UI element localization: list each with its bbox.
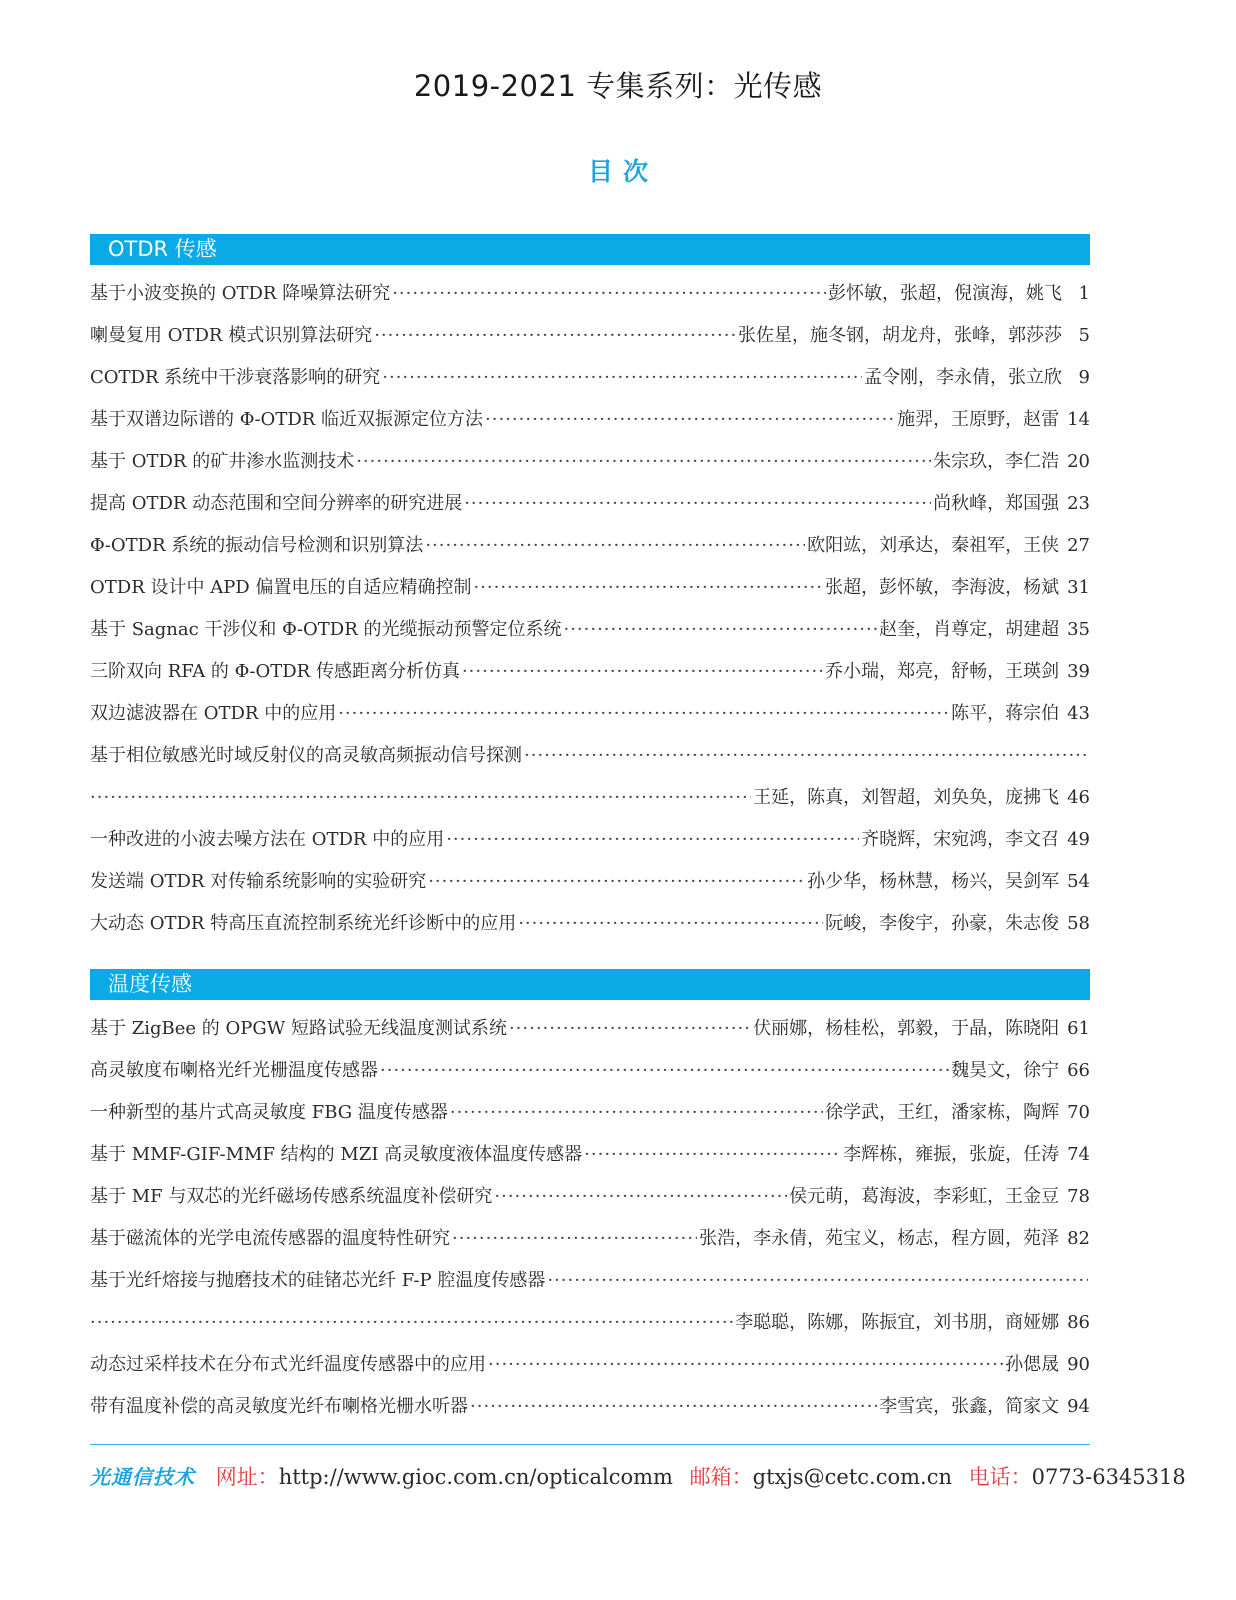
- dot-leader: [382, 357, 862, 399]
- toc-entry-authors: 彭怀敏，张超，倪演海，姚飞: [828, 283, 1062, 304]
- website-label: 网址：: [215, 1465, 279, 1489]
- toc-entry-title: OTDR 设计中 APD 偏置电压的自适应精确控制: [90, 577, 472, 598]
- toc-entry-title: 基于 MF 与双芯的光纤磁场传感系统温度补偿研究: [90, 1186, 493, 1207]
- toc-entry-title: 基于相位敏感光时域反射仪的高灵敏高频振动信号探测: [90, 745, 522, 766]
- toc-entry-authors: 张浩，李永倩，苑宝义，杨志，程方圆，苑泽: [699, 1228, 1060, 1249]
- toc-entry-page: 23: [1067, 493, 1090, 514]
- dot-leader: [485, 399, 895, 441]
- toc-entry-title: 基于小波变换的 OTDR 降噪算法研究: [90, 283, 391, 304]
- toc-entry[interactable]: [90, 609, 1090, 651]
- toc-entry[interactable]: [90, 483, 1090, 525]
- toc-entry-authors: 张佐星，施冬钢，胡龙舟，张峰，郭莎莎: [738, 325, 1062, 346]
- toc-entry-authors: 乔小瑞，郑亮，舒畅，王瑛剑: [825, 661, 1060, 682]
- toc-entry-page: 39: [1067, 661, 1090, 682]
- toc-entry-title: 喇曼复用 OTDR 模式识别算法研究: [90, 325, 373, 346]
- toc-entry[interactable]: [90, 1092, 1090, 1134]
- toc-entry-title: 双边滤波器在 OTDR 中的应用: [90, 703, 337, 724]
- toc-entry-title: 高灵敏度布喇格光纤光栅温度传感器: [90, 1060, 378, 1081]
- dot-leader: [446, 819, 859, 861]
- toc-entry-authors: 伏丽娜，杨桂松，郭毅，于晶，陈晓阳: [753, 1018, 1060, 1039]
- dot-leader: [488, 1344, 1003, 1386]
- section-entries-temperature: [90, 1000, 1090, 1428]
- toc-entry[interactable]: [90, 1260, 1090, 1302]
- toc-entry-authors: 侯元萌，葛海波，李彩虹，王金豆: [789, 1186, 1060, 1207]
- toc-entry-authors: 李辉栋，雍振，张旋，任涛: [843, 1144, 1060, 1165]
- toc-entry-title: 一种改进的小波去噪方法在 OTDR 中的应用: [90, 829, 445, 850]
- toc-entry-title: 基于 ZigBee 的 OPGW 短路试验无线温度测试系统: [90, 1018, 507, 1039]
- email-label: 邮箱：: [689, 1465, 753, 1489]
- toc-entry-page: 14: [1067, 409, 1090, 430]
- toc-entry[interactable]: [90, 1386, 1090, 1428]
- toc-entry[interactable]: [90, 1344, 1090, 1386]
- toc-entry-page: 20: [1067, 451, 1090, 472]
- dot-leader: [462, 651, 823, 693]
- toc-entry-page: 1: [1078, 283, 1090, 304]
- toc-entry-authors: 欧阳竑，刘承达，秦祖军，王侠: [807, 535, 1060, 556]
- dot-leader: [563, 609, 877, 651]
- page-title: 2019-2021 专集系列：光传感: [413, 69, 823, 103]
- dot-leader: [452, 1218, 697, 1260]
- email-link[interactable]: gtxjs@cetc.com.cn: [752, 1465, 952, 1489]
- dot-leader: [509, 1008, 751, 1050]
- toc-entry-authors: 朱宗玖，李仁浩: [933, 451, 1060, 472]
- dot-leader: [494, 1176, 787, 1218]
- section-header-otdr: OTDR 传感: [90, 234, 1090, 265]
- toc-entry[interactable]: [90, 1218, 1090, 1260]
- toc-entry[interactable]: [90, 399, 1090, 441]
- toc-entry[interactable]: [90, 567, 1090, 609]
- toc-entry[interactable]: [90, 861, 1090, 903]
- toc-entry-authors: 孟令刚，李永倩，张立欣: [864, 367, 1062, 388]
- toc-entry[interactable]: [90, 315, 1090, 357]
- dot-leader: [356, 441, 931, 483]
- toc-entry[interactable]: [90, 651, 1090, 693]
- toc-entry[interactable]: [90, 903, 1090, 945]
- toc-entry-page: 86: [1067, 1312, 1090, 1333]
- toc-entry-title: 动态过采样技术在分布式光纤温度传感器中的应用: [90, 1354, 486, 1375]
- dot-leader: [450, 1092, 823, 1134]
- toc-entry[interactable]: [90, 735, 1090, 777]
- toc-entry[interactable]: [90, 357, 1090, 399]
- website-link[interactable]: http://www.gioc.com.cn/opticalcomm: [278, 1465, 673, 1489]
- section-entries-otdr: [90, 265, 1090, 945]
- toc-entry-page: 31: [1067, 577, 1090, 598]
- toc-entry-authors: 李雪宾，张鑫，简家文: [879, 1396, 1060, 1417]
- toc-entry[interactable]: [90, 525, 1090, 567]
- dot-leader: [392, 273, 826, 315]
- dot-leader: [584, 1134, 841, 1176]
- toc-entry-page: 58: [1067, 913, 1090, 934]
- toc-entry-authors: 孙偲晟: [1005, 1354, 1060, 1375]
- toc-entry-page: 9: [1078, 367, 1090, 388]
- toc-entry[interactable]: [90, 1008, 1090, 1050]
- toc-entry[interactable]: [90, 1176, 1090, 1218]
- dot-leader: [374, 315, 736, 357]
- toc-entry-authors: 孙少华，杨林慧，杨兴，吴剑军: [807, 871, 1060, 892]
- toc-entry-page: 66: [1067, 1060, 1090, 1081]
- toc-entry-page: 49: [1067, 829, 1090, 850]
- toc-content: [90, 234, 1090, 1428]
- toc-entry-title: 提高 OTDR 动态范围和空间分辨率的研究进展: [90, 493, 463, 514]
- toc-entry-authors: 李聪聪，陈娜，陈振宜，刘书朋，商娅娜: [735, 1312, 1060, 1333]
- toc-entry-page: 27: [1067, 535, 1090, 556]
- toc-entry[interactable]: [90, 819, 1090, 861]
- dot-leader: [473, 567, 823, 609]
- toc-entry-page: 70: [1067, 1102, 1090, 1123]
- toc-entry-page: 90: [1067, 1354, 1090, 1375]
- toc-entry-authors: 赵奎，肖尊定，胡建超: [879, 619, 1060, 640]
- toc-entry-title: COTDR 系统中干涉衰落影响的研究: [90, 367, 381, 388]
- toc-heading: 目次: [587, 157, 658, 186]
- toc-entry-title: 基于 MMF-GIF-MMF 结构的 MZI 高灵敏度液体温度传感器: [90, 1144, 583, 1165]
- dot-leader: [547, 1260, 1088, 1302]
- dot-leader: [90, 777, 751, 819]
- toc-entry[interactable]: [90, 693, 1090, 735]
- toc-entry-authors: 齐晓辉，宋宛鸿，李文召: [861, 829, 1060, 850]
- toc-entry-title: 三阶双向 RFA 的 Φ-OTDR 传感距离分析仿真: [90, 661, 460, 682]
- dot-leader: [464, 483, 931, 525]
- toc-entry-authors: 陈平，蒋宗伯: [951, 703, 1060, 724]
- toc-entry-authors: 尚秋峰，郑国强: [933, 493, 1060, 514]
- toc-entry-title: 基于双谱边际谱的 Φ-OTDR 临近双振源定位方法: [90, 409, 484, 430]
- toc-entry-authors: 施羿，王原野，赵雷: [897, 409, 1060, 430]
- dot-leader: [425, 525, 805, 567]
- toc-entry-page: 74: [1067, 1144, 1090, 1165]
- section-header-temperature: 温度传感: [90, 969, 1090, 1000]
- toc-entry-page: 43: [1067, 703, 1090, 724]
- toc-entry-authors: 魏昊文，徐宁: [951, 1060, 1060, 1081]
- toc-entry-authors: 王延，陈真，刘智超，刘奂奂，庞拂飞: [753, 787, 1060, 808]
- toc-entry-authors: 徐学武，王红，潘家栋，陶辉: [825, 1102, 1060, 1123]
- toc-entry-page: 35: [1067, 619, 1090, 640]
- toc-entry-title: 一种新型的基片式高灵敏度 FBG 温度传感器: [90, 1102, 448, 1123]
- dot-leader: [518, 903, 823, 945]
- toc-entry-title: Φ-OTDR 系统的振动信号检测和识别算法: [90, 535, 424, 556]
- toc-entry[interactable]: [90, 441, 1090, 483]
- toc-entry-title: 基于 Sagnac 干涉仪和 Φ-OTDR 的光缆振动预警定位系统: [90, 619, 562, 640]
- dot-leader: [470, 1386, 877, 1428]
- footer-divider: [90, 1444, 1090, 1445]
- toc-entry-title: 发送端 OTDR 对传输系统影响的实验研究: [90, 871, 427, 892]
- phone-label: 电话：: [968, 1465, 1032, 1489]
- toc-entry-title: 基于 OTDR 的矿井渗水监测技术: [90, 451, 355, 472]
- journal-logo: 光通信技术: [90, 1465, 195, 1489]
- dot-leader: [338, 693, 949, 735]
- toc-entry-page: 61: [1067, 1018, 1090, 1039]
- toc-entry[interactable]: [90, 1302, 1090, 1344]
- toc-entry[interactable]: [90, 1050, 1090, 1092]
- dot-leader: [380, 1050, 949, 1092]
- toc-entry-page: 5: [1078, 325, 1090, 346]
- toc-entry-page: 94: [1067, 1396, 1090, 1417]
- toc-entry-page: 82: [1067, 1228, 1090, 1249]
- toc-entry-title: 基于磁流体的光学电流传感器的温度特性研究: [90, 1228, 450, 1249]
- footer: [90, 1460, 1186, 1494]
- dot-leader: [90, 1302, 733, 1344]
- toc-entry-title: 带有温度补偿的高灵敏度光纤布喇格光栅水听器: [90, 1396, 468, 1417]
- toc-entry[interactable]: [90, 1134, 1090, 1176]
- toc-entry-title: 大动态 OTDR 特高压直流控制系统光纤诊断中的应用: [90, 913, 517, 934]
- toc-entry-title: 基于光纤熔接与抛磨技术的硅锗芯光纤 F-P 腔温度传感器: [90, 1270, 546, 1291]
- dot-leader: [524, 735, 1088, 777]
- toc-entry-page: 54: [1067, 871, 1090, 892]
- toc-entry-authors: 张超，彭怀敏，李海波，杨斌: [825, 577, 1060, 598]
- toc-entry-page: 46: [1067, 787, 1090, 808]
- phone-number: 0773-6345318: [1031, 1465, 1186, 1489]
- toc-entry[interactable]: [90, 777, 1090, 819]
- toc-entry[interactable]: [90, 273, 1090, 315]
- toc-entry-page: 78: [1067, 1186, 1090, 1207]
- toc-entry-authors: 阮峻，李俊宇，孙豪，朱志俊: [825, 913, 1060, 934]
- dot-leader: [428, 861, 805, 903]
